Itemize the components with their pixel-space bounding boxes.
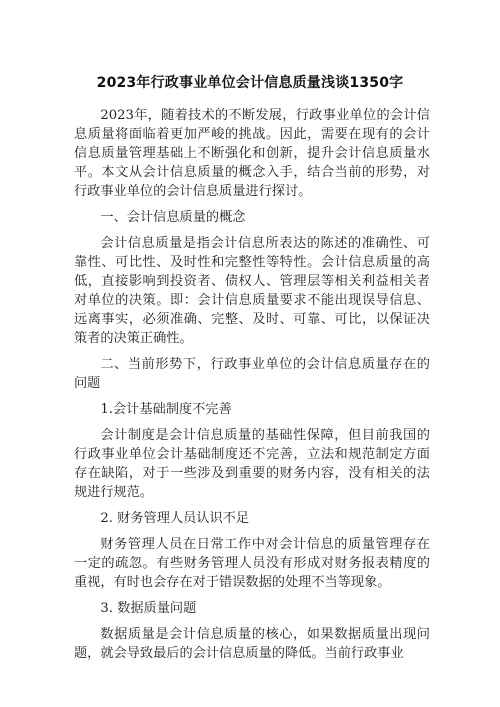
data-quality-paragraph: 数据质量是会计信息质量的核心，如果数据质量出现问题，就会导致最后的会计信息质量的降低。当前行政事业 (74, 627, 430, 661)
document-body (74, 106, 430, 663)
subheading-data-quality: 3. 数据质量问题 (100, 601, 197, 616)
section-heading-concept: 一、会计信息质量的概念 (100, 210, 246, 225)
section-heading-problems: 二、当前形势下，行政事业单位的会计信息质量存在的问题 (74, 357, 430, 391)
subheading-staff-awareness: 2. 财务管理人员认识不足 (100, 511, 250, 526)
concept-paragraph: 会计信息质量是指会计信息所表达的陈述的准确性、可靠性、可比性、及时性和完整性等特性。会计信息质量的高低，直接影响到投资者、债权人、管理层等相关利益相关者对单位的决策。即：会计信息质量要求不能出现误导信息、远离事实，必须准确、完整、及时、可靠、可比，以保证决策者的决策正确性。 (74, 236, 430, 346)
accounting-system-paragraph: 会计制度是会计信息质量的基础性保障，但目前我国的行政事业单位会计基础制度还不完善，立法和规范制定方面存在缺陷，对于一些涉及到重要的财务内容，没有相关的法规进行规范。 (74, 428, 430, 500)
subheading-accounting-system: 1.会计基础制度不完善 (100, 402, 232, 417)
document-title: 2023年行政事业单位会计信息质量浅谈1350字 (96, 75, 404, 91)
intro-paragraph: 2023年，随着技术的不断发展，行政事业单位的会计信息质量将面临着更加严峻的挑战。因此，需要在现有的会计信息质量管理基础上不断强化和创新，提升会计信息质量水平。本文从会计信息质量的概念入手，结合当前的形势，对行政事业单位的会计信息质量进行探讨。 (74, 108, 430, 199)
staff-awareness-paragraph: 财务管理人员在日常工作中对会计信息的质量管理存在一定的疏忽。有些财务管理人员没有形成对财务报表精度的重视，有时也会存在对于错误数据的处理不当等现象。 (74, 537, 430, 590)
